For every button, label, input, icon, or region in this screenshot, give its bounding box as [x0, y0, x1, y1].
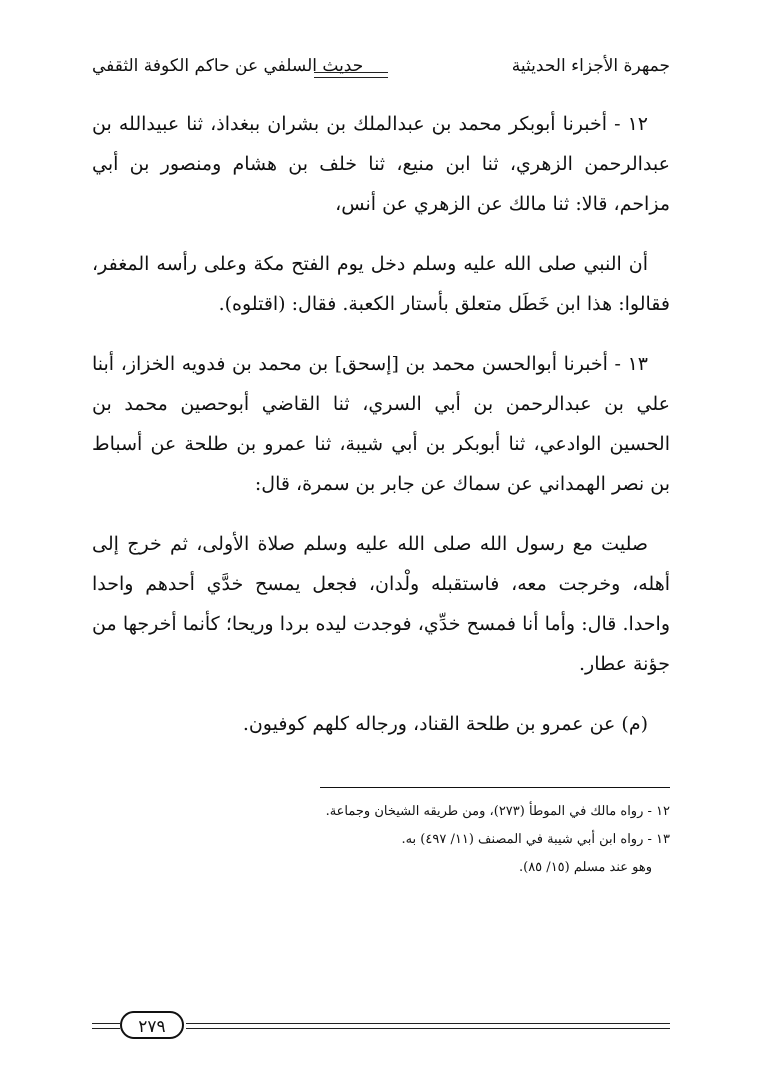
running-header — [92, 56, 670, 90]
footnotes — [92, 798, 670, 882]
section-title: حديث السلفي عن حاكم الكوفة الثقفي — [92, 56, 364, 76]
hadith-12-isnad: ١٢ - أخبرنا أبوبكر محمد بن عبدالملك بن بشران ببغداذ، ثنا عبيدالله بن عبدالرحمن الزهري، ثنا ابن منيع، ثنا خلف بن هشام ومنصور بن أبي مزاحم، قالا: ثنا مالك عن الزهري عن أنس، — [92, 113, 670, 215]
footnote-12: ١٢ - رواه مالك في الموطأ (٢٧٣)، ومن طريقه الشيخان وجماعة. — [325, 804, 670, 819]
footnote-13-continuation: وهو عند مسلم (١٥/ ٨٥). — [518, 860, 652, 875]
book-title: جمهرة الأجزاء الحديثية — [511, 56, 670, 76]
hadith-13-isnad: ١٣ - أخبرنا أبوالحسن محمد بن [إسحق] بن محمد بن فدويه الخزاز، أبنا علي بن عبدالرحمن بن أبي السري، ثنا القاضي أبوحصين محمد بن الحسين الوادعي، ثنا أبوبكر بن أبي شيبة، ثنا عمرو بن طلحة عن أسباط بن نصر الهمداني عن سماك عن جابر بن سمرة، قال: — [92, 353, 670, 495]
hadith-12-matn: أن النبي صلى الله عليه وسلم دخل يوم الفتح مكة وعلى رأسه المغفر، فقالوا: هذا ابن خَطَل متعلق بأستار الكعبة. فقال: (اقتلوه). — [92, 253, 670, 315]
footer-divider-left — [92, 1023, 120, 1029]
hadith-13-matn: صليت مع رسول الله صلى الله عليه وسلم صلاة الأولى، ثم خرج إلى أهله، وخرجت معه، فاستقبله ولْدان، فجعل يمسح خدَّي أحدهم واحدا واحدا. قال: وأما أنا فمسح خدِّي، فوجدت ليده بردا وريحا؛ كأنما أخرجها من جؤنة عطار. — [92, 533, 670, 675]
footnote-13: ١٣ - رواه ابن أبي شيبة في المصنف (١١/ ٤٩٧) به. — [401, 832, 670, 847]
footer-divider-right — [186, 1023, 670, 1029]
page-number: ٢٧٩ — [120, 1011, 184, 1039]
main-text — [92, 104, 670, 744]
footnote-divider — [320, 787, 670, 788]
hadith-13-note: (م) عن عمرو بن طلحة القناد، ورجاله كلهم كوفيون. — [242, 713, 648, 735]
